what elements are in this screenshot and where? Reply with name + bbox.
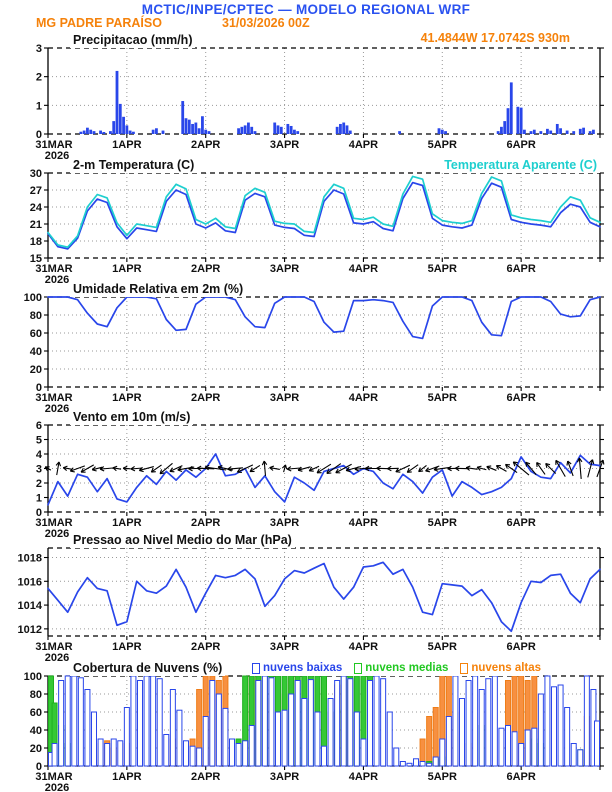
svg-text:100: 100 [23,671,42,683]
legend-item-mid-clouds [354,661,448,676]
svg-text:0: 0 [35,382,42,394]
svg-text:5APR: 5APR [427,641,457,653]
svg-text:2026: 2026 [44,150,70,162]
svg-text:31MAR: 31MAR [35,139,73,151]
svg-text:60: 60 [29,707,42,719]
svg-text:5APR: 5APR [427,263,457,275]
legend-label-high-clouds: nuvens altas [471,662,542,674]
legend-item-high-clouds [460,661,541,676]
svg-text:3APR: 3APR [269,517,300,529]
legend-label-low-clouds: nuvens baixas [263,662,343,674]
svg-text:1: 1 [35,492,42,505]
panel-title-temperature: 2-m Temperatura (C) [70,158,197,173]
svg-text:4APR: 4APR [348,771,379,783]
svg-text:6APR: 6APR [506,517,536,529]
svg-text:40: 40 [29,346,42,358]
svg-text:4APR: 4APR [348,392,379,404]
panel-rh [24,292,604,415]
svg-text:31MAR: 31MAR [35,641,73,653]
svg-text:1APR: 1APR [112,517,142,529]
svg-text:27: 27 [29,185,42,197]
svg-text:21: 21 [29,219,42,231]
svg-text:1APR: 1APR [112,771,142,783]
run-datetime: 31/03/2026 00Z [222,16,310,30]
svg-text:1APR: 1APR [112,392,142,404]
svg-text:4APR: 4APR [348,263,379,275]
svg-text:3APR: 3APR [269,641,300,653]
svg-text:2026: 2026 [44,403,70,415]
svg-text:2026: 2026 [44,528,70,540]
panel-title-precipitation: Precipitacao (mm/h) [70,33,195,48]
location-coordinates: 41.4844W 17.0742S 930m [420,31,570,45]
svg-text:4APR: 4APR [348,641,379,653]
cloud-legend [250,661,543,676]
svg-text:3APR: 3APR [269,771,300,783]
svg-text:4: 4 [35,449,42,461]
panel-title-apparent-temperature: Temperatura Aparente (C) [441,158,600,173]
svg-text:1012: 1012 [17,623,42,636]
svg-text:2: 2 [35,478,42,490]
svg-text:60: 60 [29,328,42,340]
pres-line-0 [48,562,600,631]
panel-precip [35,43,604,162]
high-clouds-swatch-icon [460,663,468,674]
panel-title-wind: Vento em 10m (m/s) [70,410,193,425]
svg-text:18: 18 [29,236,42,248]
svg-text:24: 24 [29,202,42,214]
svg-text:3: 3 [35,43,42,55]
svg-text:2APR: 2APR [191,771,221,783]
rh-line-0 [48,297,600,338]
svg-text:31MAR: 31MAR [35,517,73,529]
svg-text:6APR: 6APR [506,392,536,404]
svg-text:2APR: 2APR [191,139,221,151]
svg-text:2APR: 2APR [191,263,221,275]
mid-clouds-swatch-icon [354,663,362,674]
temp-line-1 [48,176,600,247]
svg-text:5APR: 5APR [427,139,457,151]
svg-text:30: 30 [29,168,42,180]
svg-text:100: 100 [23,292,42,304]
svg-text:1APR: 1APR [112,263,142,275]
svg-text:2APR: 2APR [191,641,221,653]
svg-text:1APR: 1APR [112,641,142,653]
panel-title-humidity: Umidade Relativa em 2m (%) [70,282,246,297]
svg-text:4APR: 4APR [348,139,379,151]
svg-text:15: 15 [29,253,42,265]
svg-text:2026: 2026 [44,782,70,792]
svg-text:1018: 1018 [17,552,42,565]
svg-text:80: 80 [29,689,42,701]
svg-text:1: 1 [35,100,42,113]
svg-text:5: 5 [35,434,42,447]
low-clouds-swatch-icon [252,663,260,674]
legend-label-mid-clouds: nuvens medias [365,662,449,674]
svg-text:3APR: 3APR [269,139,300,151]
svg-text:40: 40 [29,725,42,737]
svg-text:31MAR: 31MAR [35,392,73,404]
svg-text:5APR: 5APR [427,771,457,783]
svg-text:2APR: 2APR [191,392,221,404]
svg-text:2: 2 [35,71,42,84]
panel-title-pressure: Pressao ao Nivel Medio do Mar (hPa) [70,533,295,548]
svg-text:5APR: 5APR [427,392,457,404]
panel-temp [30,168,604,286]
svg-text:3APR: 3APR [269,263,300,275]
precip-bars [79,71,594,134]
svg-text:1016: 1016 [17,576,42,589]
panel-clouds [24,671,604,792]
svg-text:0: 0 [35,129,42,141]
svg-text:5APR: 5APR [427,517,457,529]
svg-text:31MAR: 31MAR [35,771,73,783]
legend-item-low-clouds [252,661,342,676]
svg-text:80: 80 [29,310,42,322]
svg-text:1APR: 1APR [112,139,142,151]
panel-pres [18,548,604,664]
svg-text:2026: 2026 [44,652,70,664]
svg-text:6APR: 6APR [506,771,536,783]
svg-text:4APR: 4APR [348,517,379,529]
svg-text:20: 20 [29,364,42,376]
svg-text:6: 6 [35,420,42,432]
panel-wind [35,420,604,540]
page-title: MCTIC/INPE/CPTEC — MODELO REGIONAL WRF [141,2,471,17]
svg-text:3: 3 [35,463,42,476]
svg-text:6APR: 6APR [506,641,536,653]
svg-text:0: 0 [35,761,42,773]
svg-text:6APR: 6APR [506,263,536,275]
svg-text:0: 0 [35,507,42,519]
svg-text:2APR: 2APR [191,517,221,529]
svg-text:1014: 1014 [17,600,42,613]
svg-text:3APR: 3APR [269,392,300,404]
panel-title-clouds: Cobertura de Nuvens (%) [70,661,225,676]
svg-text:6APR: 6APR [506,139,536,151]
station-label: MG PADRE PARAÍSO [36,16,162,30]
svg-text:31MAR: 31MAR [35,263,73,275]
temp-line-0 [48,183,600,249]
svg-text:20: 20 [29,743,42,755]
svg-text:2026: 2026 [44,274,70,286]
